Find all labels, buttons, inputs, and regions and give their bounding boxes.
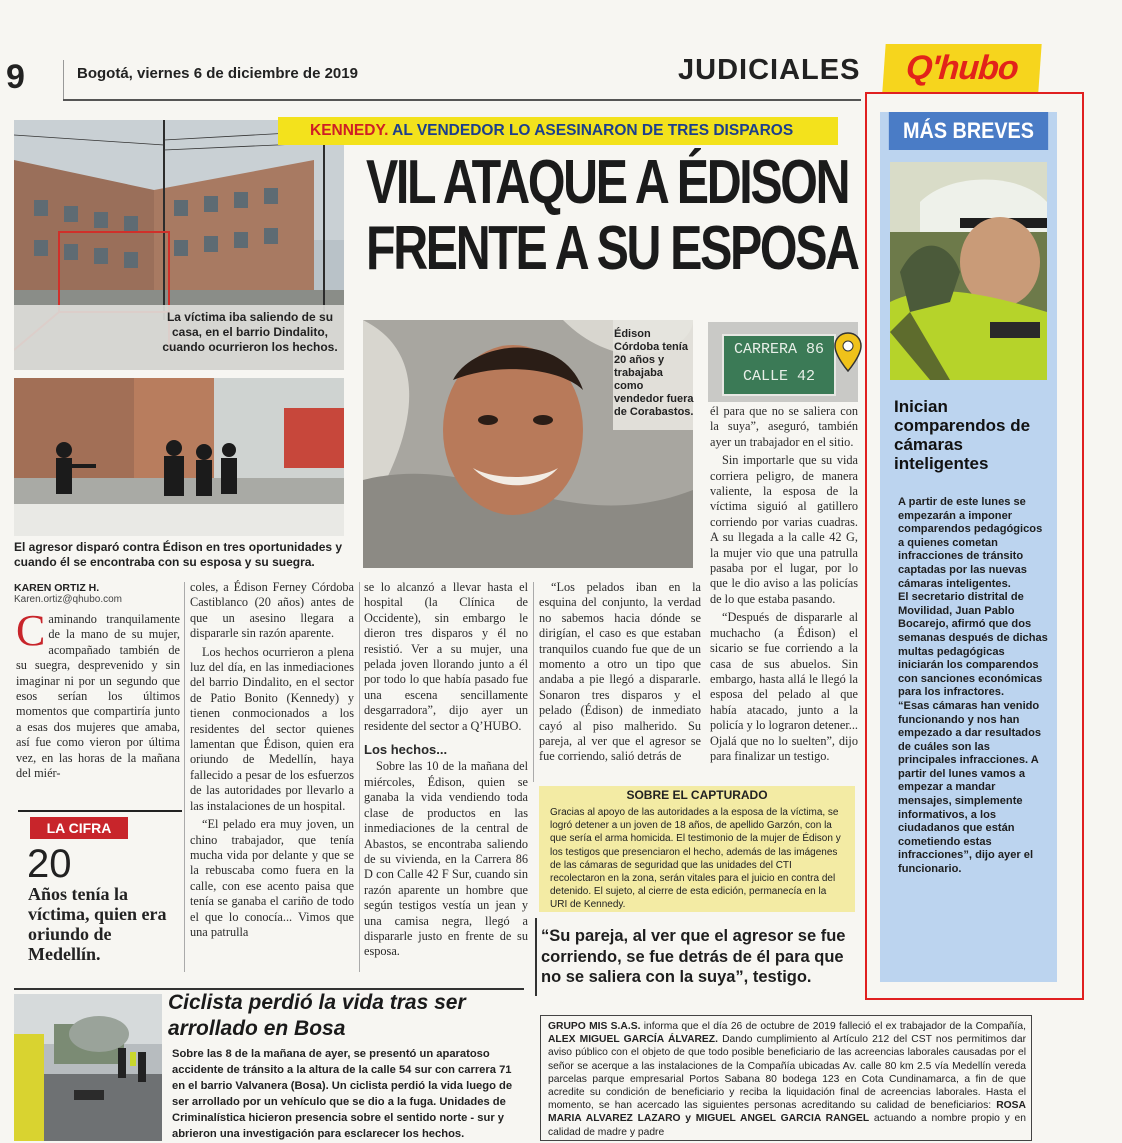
headline: [366, 148, 858, 283]
pull-quote: “Su pareja, al ver que el agresor se fue corriendo, se fue detrás de él para que no se saliera con la suya”, testigo.: [541, 927, 846, 986]
capturado-text: Gracias al apoyo de las autoridades a la esposa de la víctima, se logró detener a un joven de 18 años, de apellido Garzón, con la que sería el arma homicida. El testimonio de la mujer de Édison y los testigos que presenciaron el hecho, además de las imágenes de las cámaras de seguridad que las unidades del CTI recolectaron en la zona, serán vitales para el juicio en contra del detenido. El sujeto, al cierre de esta edición, permanecía en la URI de Kennedy.: [550, 807, 841, 911]
cifra-text: Años tenía la víctima, quien era oriundo de Medellín.: [28, 884, 167, 964]
article-col-3: [364, 580, 528, 963]
attack-caption: El agresor disparó contra Édison en tres oportunidades y cuando él se encontraba con su esposa y su suegra.: [14, 540, 343, 569]
byline-email: Karen.ortiz@qhubo.com: [14, 594, 122, 605]
notice-closing: actuando a nombre propio y en calidad de madre y padre: [548, 1113, 1026, 1138]
article-subhead: Los hechos...: [364, 742, 448, 758]
article-col1-para: [16, 606, 180, 781]
cyclist-headline: Ciclista perdió la vida tras ser arrollado en Bosa: [168, 991, 466, 1040]
header-rule: [63, 99, 861, 101]
accident-photo: [14, 994, 162, 1141]
breves-para: A partir de este lunes se empezarán a imponer comparendos pedagógicos a quienes cometan infracciones de tránsito captadas por las nuevas cámaras inteligentes.: [898, 496, 1043, 590]
article-para: coles, a Édison Ferney Córdoba Castiblanco (20 años) antes de que un asesino llegara a dispararle sin razón aparente.: [190, 580, 354, 641]
cyclist-text: Sobre las 8 de la mañana de ayer, se presentó un aparatoso accidente de tránsito a la altura de la calle 54 sur con carrera 71 en el barrio Valvanera (Bosa). Un ciclista perdió la vida luego de ser arrollado por un vehículo que se dio a la fuga. Unidades de Criminalística hicieron presencia sobre el sentido norte - sur y abrieron una investigación para esclarecer los hechos.: [172, 1048, 513, 1140]
article-para: él para que no se saliera con la suya”, aseguró, también ayer un trabajador en el sitio.: [710, 404, 858, 449]
newspaper-logo: [882, 44, 1041, 92]
notice-beneficiaries: ROSA MARIA ALVAREZ LAZARO y MIGUEL ANGEL GARCIA RANGEL: [548, 1100, 1026, 1125]
column-divider: [359, 582, 360, 972]
notice-body: Dando cumplimiento al Artículo 212 del CST nos permitimos dar aviso público con el objeto de que todo posible beneficiario de las acreencias laborales causadas por el señor se acerque a las instalaciones de la Compañía ubicadas Av. calle 80 km 2.5 vía Medellín vereda parcelas parque empresarial Portos Sabana 80 bodega 123 en Cota Cundinamarca, a fin de que acredite su condición de beneficiario y reciba la liquidación final de acreencias laborales. Hasta el momento, se han acercado las siguientes personas acreditando su calidad de beneficiarios:: [548, 1034, 1026, 1112]
breves-para: El secretario distrital de Movilidad, Juan Pablo Bocarejo, afirmó que dos semanas después de dichas multas pedagógicas iniciarán los comparendos con sanciones económicas para los infractores.: [898, 591, 1048, 699]
quote-rule: [535, 918, 537, 996]
street-sign-photo: [708, 322, 858, 402]
cifra-number: 20: [27, 842, 72, 886]
article-para: Los hechos ocurrieron a plena luz del día, en las inmediaciones del barrio Dindalito, en el sector de Patio Bonito (Kennedy) y tienen conmocionados a los residentes del sector quienes lamentan que Édison, quien era oriundo de Medellín, haya fallecido a pesar de los esfuerzos de las autoridades por llevarlo a las instalaciones de un hospital.: [190, 644, 354, 813]
article-para: se lo alcanzó a llevar hasta el hospital (la Clínica de Occidente), sin embargo le dieron tres disparos y él no resistió. Ver a su mujer, una pelada joven llorando junto a él por todo lo que había pasado fue una escena sencillamente desgarradora”, dijo ayer un residente del sector a Q’HUBO.: [364, 580, 528, 733]
kicker-bar: [278, 117, 838, 145]
house-caption: La víctima iba saliendo de su casa, en el barrio Dindalito, cuando ocurrieron los hechos.: [162, 310, 338, 354]
article-para: Sin importarle que su vida corriera peligro, de manera valiente, la esposa de la víctima siguió al gatillero corriendo por varias cuadras. A su llegada a la calle 42 G, la mujer vio que una patrulla pasaba por el lugar, por lo que le dio aviso a las policías de lo que estaba pasando.: [710, 453, 858, 606]
notice-intro: informa que el día 26 de octubre de 2019 falleció el ex trabajador de la Compañía,: [643, 1021, 1026, 1032]
street-sign: [722, 334, 836, 396]
article-col-1: [16, 606, 180, 784]
article-para: “Los pelados iban en la esquina del conjunto, la verdad no sabemos hacia dónde se dirigían, el caso es que estaban tranquilos cuando fue que de un momento a otro un tipo que andaba a pie llegó a dispararle. Sonaron tres disparos y el pelado (Édison) de inmediato cayó al piso malherido. Su pareja, al ver que el agresor se fue corriendo, salió detrás de: [539, 580, 701, 764]
column-divider: [184, 582, 185, 972]
notice-company: GRUPO MIS S.A.S.: [548, 1021, 641, 1032]
kicker-place: KENNEDY.: [310, 122, 389, 139]
article-col1-text: aminando tranquilamente de la mano de su mujer, acompañado también de su suegra, desprevenido y sin imaginar ni por un segundo que esos serían los últimos momentos que compartiría junto a esas dos mujeres que amaba, así fue como vieron por última vez, en las horas de la mañana del miér-: [16, 612, 180, 781]
drop-cap: C: [16, 606, 46, 655]
officer-photo: [890, 162, 1047, 380]
headline-line-1: VIL ATAQUE A ÉDISON: [366, 148, 849, 217]
byline-name: KAREN ORTIZ H.: [14, 582, 100, 594]
article-para: “El pelado era muy joven, un chino trabajador, que tenía mucha vida por delante y que se la rebuscaba como fuera en la calle, con ese acento paisa que tenía se ganaba el cariño de todo el que lo conocía... Vimos que una patrulla: [190, 817, 354, 939]
breves-text: [898, 496, 1050, 877]
street-sign-line-2: CALLE 42: [742, 368, 815, 385]
article-col-5: [710, 404, 858, 767]
article-col-2: [190, 580, 354, 943]
breves-title: Inician comparendos de cámaras inteligentes: [894, 397, 1031, 473]
logo-text: Q'hubo: [904, 48, 1020, 87]
legal-notice-text: [548, 1020, 1026, 1139]
header-divider: [63, 60, 64, 100]
section-title: JUDICIALES: [678, 54, 861, 86]
headline-line-2: FRENTE A SU ESPOSA: [366, 214, 858, 283]
column-divider: [533, 582, 534, 782]
issue-date: Bogotá, viernes 6 de diciembre de 2019: [77, 65, 358, 82]
attack-photo: [14, 378, 344, 536]
cifra-tag: LA CIFRA: [30, 817, 128, 839]
capturado-title: SOBRE EL CAPTURADO: [626, 788, 768, 802]
breves-header: MÁS BREVES: [889, 112, 1048, 150]
article-col-4: [539, 580, 701, 768]
article-para: “Después de dispararle al muchacho (a Édison) el sicario se fue corriendo a la casa de sus abuelos. Sin embargo, hasta allá le llegó la esposa del pelado al que había atacado, junto a la policía y lo lograron detener... Ojalá que no lo suelten”, dijo para finalizar un testigo.: [710, 610, 858, 763]
breves-para: “Esas cámaras han venido funcionando y nos han empezado a dar resultados de cuáles son las principales infracciones. A partir del lunes vamos a empezar a mandar mensajes, simplemente informativos, a los ciudadanos que están cometiendo estas infracciones”, dijo ayer el funcionario.: [898, 699, 1042, 876]
location-pin-icon: [834, 332, 862, 372]
kicker-text: AL VENDEDOR LO ASESINARON DE TRES DISPAROS: [392, 122, 794, 139]
portrait-caption: Édison Córdoba tenía 20 años y trabajaba como vendedor fuera de Corabastos.: [614, 328, 694, 418]
notice-deceased: ALEX MIGUEL GARCÍA ÁLVAREZ.: [548, 1034, 718, 1046]
article-para: Sobre las 10 de la mañana del miércoles, Édison, quien se ganaba la vida vendiendo toda clase de productos en las inmediaciones de la central de Abastos, se encontraba saliendo de su vivienda, en la Carrera 86 D con Calle 42 F Sur, cuando sin razón aparente un hombre que según testigos vestía un jean y una camisa negra, llegó a dispararle justo en frente de su esposa.: [364, 759, 528, 959]
street-sign-line-1: CARRERA 86: [733, 341, 824, 358]
page-number: 9: [6, 58, 23, 96]
